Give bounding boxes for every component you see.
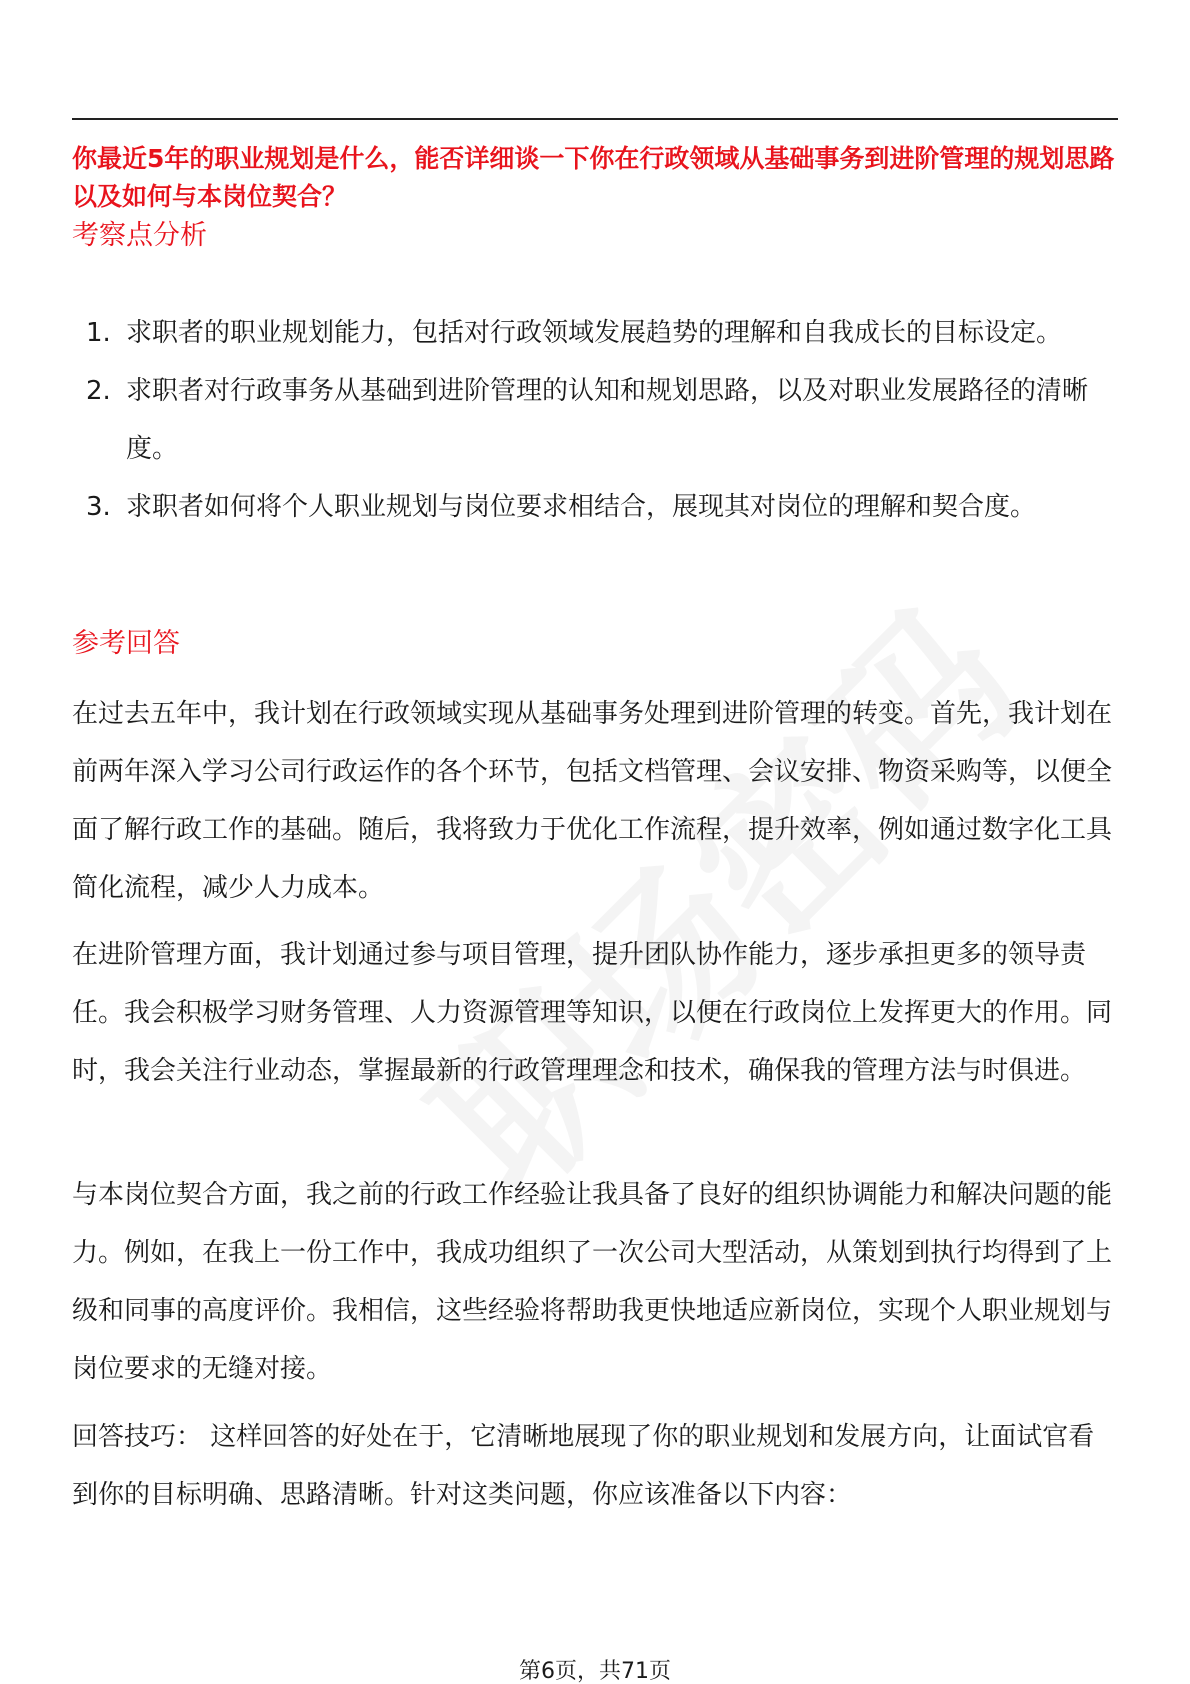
list-item-text: 求职者的职业规划能力，包括对行政领域发展趋势的理解和自我成长的目标设定。 — [126, 318, 1063, 348]
answer-paragraph: 在过去五年中，我计划在行政领域实现从基础事务处理到进阶管理的转变。首先，我计划在前两年深入学习公司行政运作的各个环节，包括文档管理、会议安排、物资采购等，以便全面了解行政工作的基础。随后，我将致力于优化工作流程，提升效率，例如通过数字化工具简化流程，减少人力成本。 — [72, 699, 1113, 903]
answer-heading: 参考回答 — [72, 628, 180, 659]
list-item-number: 2. — [86, 376, 111, 406]
analysis-heading: 考察点分析 — [72, 220, 207, 251]
list-item — [72, 362, 1118, 478]
list-item-text: 求职者如何将个人职业规划与岗位要求相结合，展现其对岗位的理解和契合度。 — [126, 492, 1037, 522]
list-item-number: 3. — [86, 492, 111, 522]
answer-paragraph: 与本岗位契合方面，我之前的行政工作经验让我具备了良好的组织协调能力和解决问题的能力。例如，在我上一份工作中，我成功组织了一次公司大型活动，从策划到执行均得到了上级和同事的高度评价。我相信，这些经验将帮助我更快地适应新岗位，实现个人职业规划与岗位要求的无缝对接。 — [72, 1180, 1113, 1384]
page-number: 第6页，共71页 — [519, 1659, 671, 1684]
answer-tip-paragraph: 回答技巧： 这样回答的好处在于，它清晰地展现了你的职业规划和发展方向，让面试官看到你的目标明确、思路清晰。针对这类问题，你应该准备以下内容： — [72, 1422, 1095, 1510]
list-item-text: 求职者对行政事务从基础到进阶管理的认知和规划思路，以及对职业发展路径的清晰度。 — [126, 376, 1089, 464]
top-divider — [72, 118, 1118, 120]
analysis-list — [72, 304, 1118, 536]
list-item-number: 1. — [86, 318, 111, 348]
interview-question: 你最近5年的职业规划是什么，能否详细谈一下你在行政领域从基础事务到进阶管理的规划思路以及如何与本岗位契合？ — [72, 144, 1115, 211]
list-item — [72, 304, 1118, 362]
answer-paragraph: 在进阶管理方面，我计划通过参与项目管理，提升团队协作能力，逐步承担更多的领导责任。我会积极学习财务管理、人力资源管理等知识，以便在行政岗位上发挥更大的作用。同时，我会关注行业动态，掌握最新的行政管理理念和技术，确保我的管理方法与时俱进。 — [72, 940, 1113, 1086]
list-item — [72, 478, 1118, 536]
